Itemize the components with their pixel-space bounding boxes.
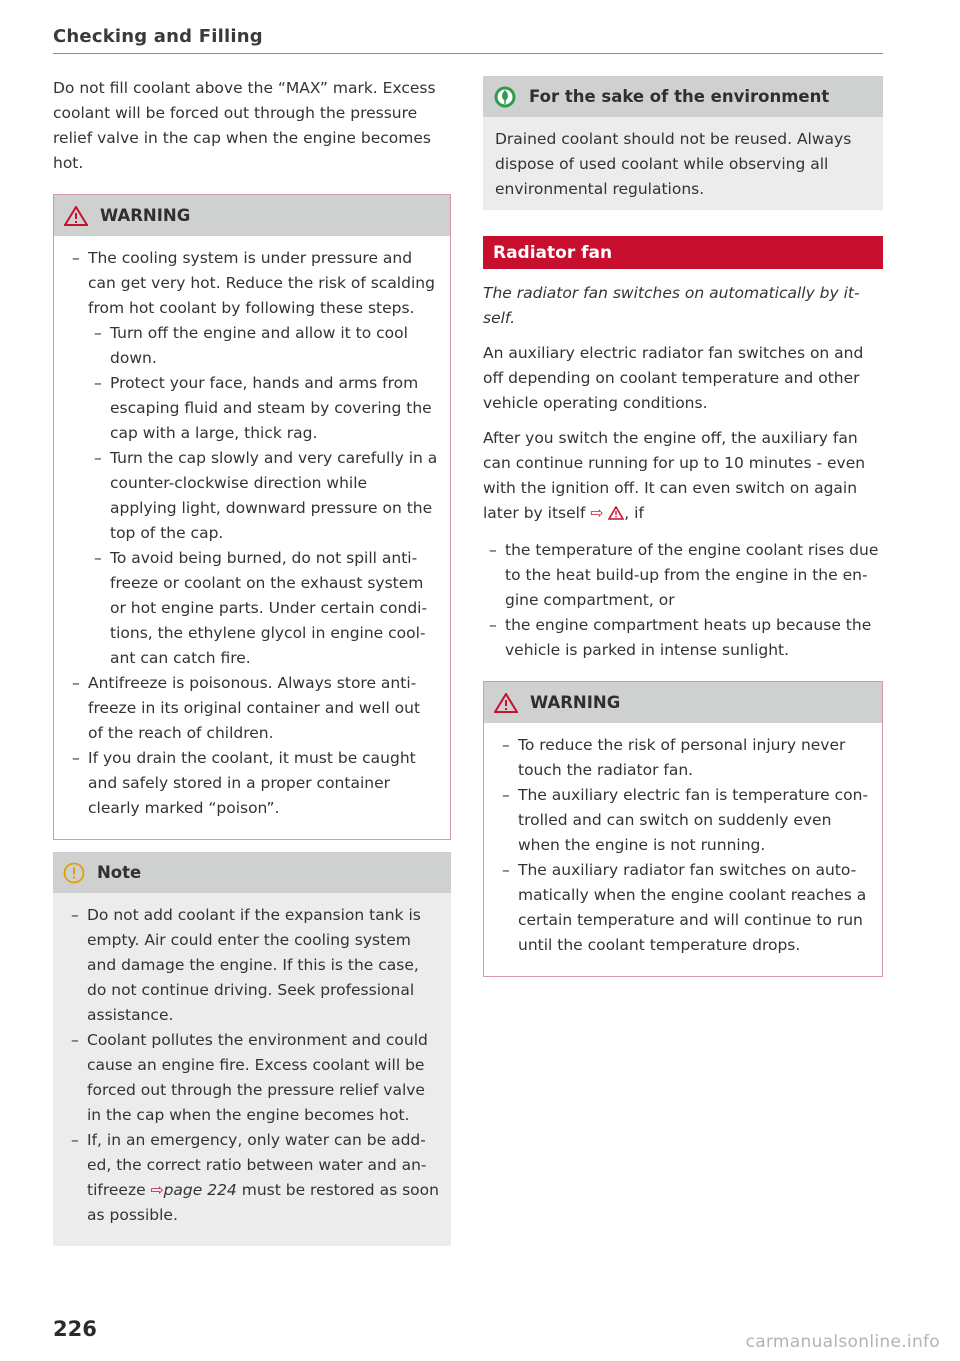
list-item-text: If, in an emergency, only water can be add-ed, the correct ratio between water and an-tifreeze xyxy=(87,1131,427,1199)
list-item: – Turn off the engine and allow it to cool down. xyxy=(88,321,438,371)
list-item xyxy=(66,246,438,671)
cross-reference-arrow-icon: ⇨ xyxy=(590,504,604,522)
note-header xyxy=(53,852,451,893)
cross-reference-arrow-icon: ⇨ xyxy=(150,1181,164,1199)
lead-paragraph: The radiator fan switches on automatically by it-self. xyxy=(483,284,860,327)
list-item: – Antifreeze is poisonous. Always store anti-freeze in its original container and well out of the reach of children. xyxy=(66,671,438,746)
list-item-text: The cooling system is under pressure and can get very hot. Reduce the risk of scalding from hot coolant by following these steps. xyxy=(88,249,435,317)
warning-header xyxy=(54,195,450,236)
warning-triangle-icon xyxy=(608,503,624,528)
right-column xyxy=(483,76,883,989)
list-item: – the temperature of the engine coolant rises due to the heat build-up from the engine in the en-gine compartment, or xyxy=(483,538,883,613)
environment-text: Drained coolant should not be reused. Always dispose of used coolant while observing all environmental regulations. xyxy=(495,130,852,198)
paragraph-text: , if xyxy=(624,504,644,522)
paragraph xyxy=(483,426,883,528)
warning-triangle-icon xyxy=(494,693,518,713)
section-title: Checking and Filling xyxy=(53,26,263,47)
list-item: – Protect your face, hands and arms from escaping fluid and steam by covering the cap with a large, thick rag. xyxy=(88,371,438,446)
page-number: 226 xyxy=(53,1317,97,1341)
list-item: – If you drain the coolant, it must be caught and safely stored in a proper container clearly marked “poison”. xyxy=(66,746,438,821)
warning-triangle-icon xyxy=(64,206,88,226)
exclamation-circle-icon xyxy=(63,862,85,884)
list-item-text: must be restored as soon as possible. xyxy=(87,1181,439,1224)
list-item: – To avoid being burned, do not spill anti-freeze or coolant on the exhaust system or hot engine parts. Under certain condi-tions, the ethylene glycol in engine cool-ant can catch fire. xyxy=(88,546,438,671)
list-item: – the engine compartment heats up because the vehicle is parked in intense sunlight. xyxy=(483,613,883,663)
warning-box-coolant xyxy=(53,194,451,840)
environment-box xyxy=(483,76,883,210)
warning-box-fan xyxy=(483,681,883,977)
watermark: carmanualsonline.info xyxy=(745,1332,940,1352)
list-item: – Coolant pollutes the environment and could cause an engine fire. Excess coolant will be forced out through the pressure relief valve in the cap when the engine becomes hot. xyxy=(65,1028,439,1128)
environment-title: For the sake of the environment xyxy=(529,87,830,106)
environment-leaf-icon xyxy=(493,85,517,109)
page-header xyxy=(53,26,883,54)
note-title: Note xyxy=(97,863,142,882)
environment-header xyxy=(483,76,883,117)
warning-title: WARNING xyxy=(530,693,621,712)
intro-paragraph: Do not fill coolant above the “MAX” mark. Excess coolant will be forced out through the pressure relief valve in the cap when the engine becomes hot. xyxy=(53,79,436,172)
note-box xyxy=(53,852,451,1246)
left-column xyxy=(53,76,451,1258)
warning-header xyxy=(484,682,882,723)
radiator-fan-heading: Radiator fan xyxy=(483,236,883,269)
list-item: – The auxiliary electric fan is temperature con-trolled and can switch on suddenly even when the engine is not running. xyxy=(496,783,870,858)
paragraph-text: After you switch the engine off, the auxiliary fan can continue running for up to 10 minutes - even with the ignition off. It can even switch on again later by itself xyxy=(483,429,866,522)
page-reference-link[interactable]: page 224 xyxy=(163,1181,237,1199)
list-item: – To reduce the risk of personal injury never touch the radiator fan. xyxy=(496,733,870,783)
list-item: – Do not add coolant if the expansion tank is empty. Air could enter the cooling system and damage the engine. If this is the case, do not continue driving. Seek professional assistance. xyxy=(65,903,439,1028)
warning-title: WARNING xyxy=(100,206,191,225)
list-item: – The auxiliary radiator fan switches on auto-matically when the engine coolant reaches a certain temperature and will continue to run until the coolant temperature drops. xyxy=(496,858,870,958)
paragraph: An auxiliary electric radiator fan switches on and off depending on coolant temperature and other vehicle operating conditions. xyxy=(483,344,864,412)
list-item xyxy=(65,1128,439,1228)
list-item: – Turn the cap slowly and very carefully in a counter-clockwise direction while applying light, downward pressure on the top of the cap. xyxy=(88,446,438,546)
